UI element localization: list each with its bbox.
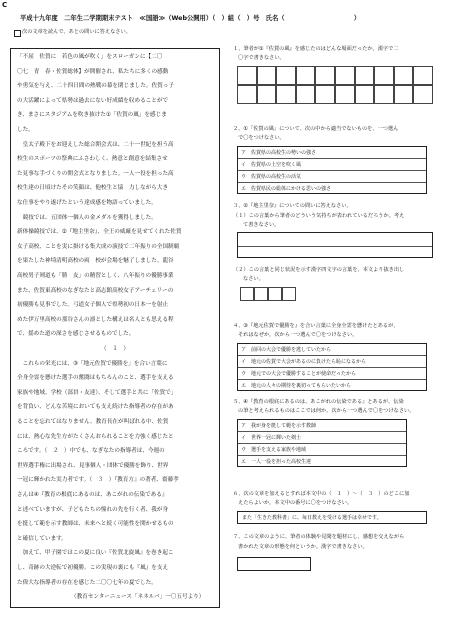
passage-box (10, 48, 220, 608)
passage-line: 家族や地域、学校（部員・友達）、そして選手と共に「佐賀で」 (17, 389, 177, 396)
page-title: 平成十九年度 二年生二学期期末テスト ≪国語≫（Web公開用）（ ）組（ ）号 氏名（ ） (20, 15, 361, 22)
passage-line: ることを忘れてはなりません。教育長在が叫ばれる中、佐賀 (17, 419, 169, 425)
passage-line: 高校男子剣道も「勝 友」の精習としく、八年振りの優勝事業 (17, 273, 174, 279)
passage-line: と確信しています。 (17, 535, 67, 542)
q2-option-i[interactable]: イ 佐賀県の上空を吹く風 (238, 159, 426, 171)
passage-line: 校生達の日頃けたその笑顔は、他校生と協 力しながら大き (17, 185, 169, 192)
q6-boxed-sentence (237, 511, 427, 524)
q3-sub1-answer-box[interactable] (237, 232, 433, 258)
passage-line: た見事な手づくりの開会式となりました。一人一役を担った高 (17, 170, 174, 177)
answer-cell[interactable] (254, 287, 268, 301)
answer-cell[interactable] (315, 66, 335, 86)
passage-line: の大活躍によって県勢は過去にない好成績を収めることがで (17, 97, 169, 104)
answer-cell[interactable] (374, 84, 394, 104)
q5-options (237, 419, 407, 467)
q4-option-i[interactable]: イ 地元の佐賀で大会があるのに負けたら恥になるから (238, 356, 426, 368)
answer-cell[interactable] (257, 84, 277, 104)
passage-line: した。 (17, 127, 34, 133)
q5-option-i[interactable]: イ 世界一冠に輝いた剣士 (238, 432, 406, 444)
q3-sub2-2: なさい。 (243, 276, 264, 282)
answer-cell[interactable] (237, 66, 257, 86)
q5-text: ５、④『教育の根底にあるのは、あこがれの伝染である』とあるが、伝染 (233, 399, 404, 405)
q2-text-2: で〇をつけなさい。 (238, 135, 285, 141)
q6-text: ６、次の文章を加えるとすれば本文中の（ １ ）～（ ３ ）のどこに加 (233, 491, 410, 497)
answer-cell[interactable] (394, 66, 414, 86)
passage-line: 一冠に輝かれた実力者です。（ ３ ）『教育方』の著者、齋藤孝 (17, 477, 179, 484)
answer-cell[interactable] (268, 287, 282, 301)
passage-line: 「不屈 佐賀に 若色の風が吹く」をスローガンに【二〇 (17, 54, 163, 60)
q3-sub1-2: て書きなさい。 (243, 222, 280, 228)
passage-line: 初優勝も見事でした。弓道女子個人で県勢初の日本一を射止 (17, 302, 169, 309)
passage-line: な仕事をやり遂げたという達成感を物語っていました。 (17, 200, 157, 206)
answer-cell[interactable] (296, 66, 316, 86)
q7-text-2: 書かれた文章の形態を何というか。漢字で書きなさい。 (238, 544, 368, 550)
passage-line: また、佐賀東高校のなぎなたと高志館高校女子アーチェリーの (17, 287, 174, 294)
q4-option-u[interactable]: ウ 地元での大会で優勝することが使命だったから (238, 368, 426, 380)
answer-cell[interactable] (413, 84, 433, 104)
answer-cell[interactable] (355, 66, 375, 86)
instruction-marker (14, 30, 21, 37)
passage-line: 校生のスポーツの祭典にふさわしく、熱意と創意を結集させ (17, 156, 168, 163)
q4-options (237, 343, 427, 391)
q5-text-2: の筆と考えられるものはここでは何か。次から一つ選んで〇をつけなさい。 (238, 408, 415, 414)
answer-cell[interactable] (413, 66, 433, 86)
passage-line: を背負い、どんな苦境においても支え続けた指導者の存在があ (17, 404, 174, 411)
q5-option-a[interactable]: ア 我が身を挺して範を示す教師 (238, 420, 406, 432)
answer-cell[interactable] (282, 287, 296, 301)
passage-line: 競技では、五団体一個人の金メダルを獲得しました。 (17, 214, 157, 221)
answer-cell[interactable] (296, 84, 316, 104)
passage-line: た偉大な指導者の存在を感じた二〇〇七年の夏でした。 (17, 579, 157, 586)
passage-line: 世界選手権に出場され、見事個人・団体で優勝を飾り、世界 (17, 462, 169, 469)
q1-answer-grid[interactable] (237, 66, 433, 110)
answer-cell[interactable] (335, 66, 355, 86)
q4-text-2: それはなぜか。次から一つ選んで〇をつけなさい。 (238, 332, 358, 338)
q1-text-2: 〇字で書きなさい。 (238, 55, 285, 61)
corner-mark: C (2, 1, 8, 9)
passage-line: や勇気を与え、二十四日間の熱戦の幕を閉じました。佐賀っ子 (17, 83, 174, 90)
passage-line: 加えて、甲子園ではこの夏に良い『佐賀北旋風』を巻き起こ (17, 550, 174, 557)
answer-cell[interactable] (276, 84, 296, 104)
passage-line: 女子高校、ことを実に掛ける集大成の演技で二年振りの全国制覇 (17, 243, 180, 250)
q7-answer-box[interactable] (237, 557, 311, 571)
q4-text: ４、③『地元佐賀で優勝を』を合い言葉に全身全霊を懸けたとあるが、 (233, 323, 399, 329)
answer-cell[interactable] (257, 66, 277, 86)
passage-line: （教育センターニュース「ネネルバ」一〇五号より） (71, 594, 205, 601)
passage-line: 新体操競技では、②『地主里奈』、全王の威厳を見せてくれた佐賀 (17, 229, 182, 236)
q3-sub2: （２）この言葉と同じ状況を示す漢字四文字の言葉を、本文より抜き出し (233, 267, 405, 273)
passage-line: を果たした神埼清明高校の両 校が会場を魅了しました。龍谷 (17, 258, 174, 265)
passage-line: 〇七 青 春・佐賀総体】が開催され、私たちに多くの感動 (17, 68, 169, 75)
passage-line: めた伊万里高校の那谷さんの凛とした構えは名人とも思える程 (17, 316, 174, 323)
passage-line: き、まさにスタジアムを吹き抜けた①「佐賀の風」を感じま (17, 112, 167, 119)
passage-line: と述べていますが、子どもたちの憧れの先を行く者、我が身 (17, 506, 169, 513)
q4-option-a[interactable]: ア 前回の大会で優勝を逃していたから (238, 344, 426, 356)
q1-text: １、筆者が①『佐賀の風』を感じたのはどんな場面だったか。漢字で二 (233, 46, 399, 52)
answer-cell[interactable] (394, 84, 414, 104)
q3-sub1: （１）この言葉から筆者のどういう気持ちが表われているだろうか。考え (233, 213, 405, 219)
q3-sub2-answer-grid[interactable] (240, 287, 296, 301)
q2-options (237, 146, 427, 194)
answer-cell[interactable] (237, 84, 257, 104)
passage-line: これらの栄光には、③「地元佐賀で優勝を」を合い言葉に (17, 360, 168, 367)
answer-cell[interactable] (240, 287, 254, 301)
q3-text: ３、②『地主里奈』についての問いに答えなさい。 (233, 203, 352, 209)
passage-line: には、熱心な先生方がたくさんおられることを力強く感じたと (17, 433, 174, 440)
passage-line: 全身全霊を懸けた選手の奮闘はもちろんのこと、選手を支える (17, 375, 174, 382)
q2-option-a[interactable]: ア 佐賀県の高校生の勢いの強さ (238, 147, 426, 159)
answer-cell[interactable] (315, 84, 335, 104)
q4-option-e[interactable]: エ 地元の人々の期待を裏切ってもらいたいから (241, 383, 352, 389)
passage-line: （ １ ） (101, 346, 129, 352)
instruction-text: 次の文章を読んで、あとの問いに答えなさい。 (22, 29, 131, 35)
answer-cell[interactable] (355, 84, 375, 104)
q6-boxed-text: また「生きた教科書」に、毎日教えを受ける選手は幸せです。 (242, 514, 382, 521)
answer-cell[interactable] (276, 66, 296, 86)
q2-text: ２、①「佐賀の風」について、次の中から適当でないものを、一つ選ん (233, 126, 399, 132)
q5-option-e[interactable]: エ 一人一役を担った高校生達 (241, 459, 312, 465)
passage-line: で、揺めた道の深さを感じさせるものでした。 (17, 331, 135, 338)
q2-option-u[interactable]: ウ 佐賀県の高校生の活気 (238, 171, 426, 183)
passage-line: ころです。（ ２ ）中でも、なぎなたの指導者は、今週の (17, 448, 165, 455)
answer-cell[interactable] (374, 66, 394, 86)
answer-cell[interactable] (335, 84, 355, 104)
passage-line: し、奇跡の大逆転で初優勝。この実現の裏にも『風』を支え (17, 565, 169, 571)
passage-line: 皇太子殿下をお迎えした総合開会式は、二十一世紀を担う高 (17, 141, 174, 148)
q2-option-e[interactable]: エ 佐賀県民の総体にかける思いの強さ (241, 186, 332, 192)
q7-text: ７、この文章のように、筆者の体験や見聞を題材にし、感想を交えながら (233, 534, 405, 540)
q6-text-2: えたらよいか。本文中の番号に〇をつけなさい。 (238, 500, 353, 506)
q5-option-u[interactable]: ウ 選手を支える家族や地域 (238, 444, 406, 456)
passage-line: を挺して範を示す教師は、未来へと続く可能性を開かせるもの (17, 521, 174, 528)
passage-line: さんは④『教育の根底にあるのは、あこがれの伝染である』 (17, 492, 168, 498)
